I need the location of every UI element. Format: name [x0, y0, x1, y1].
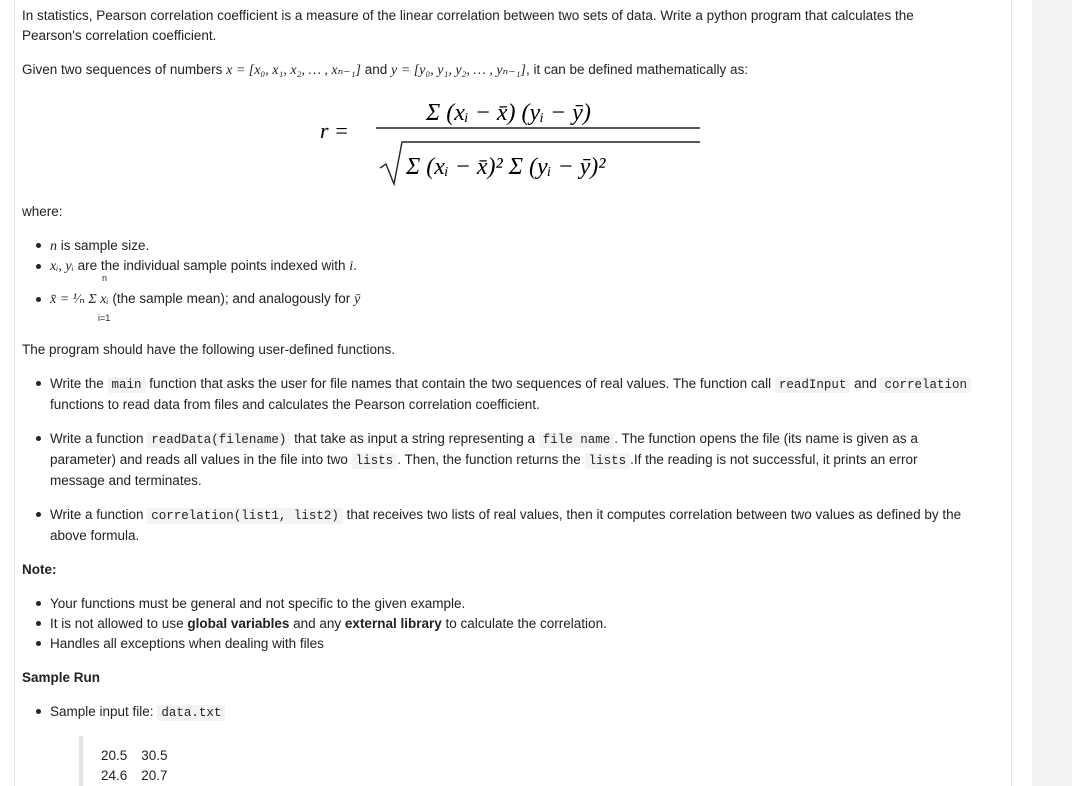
code-main: main	[108, 377, 146, 393]
bullet	[36, 621, 41, 626]
code-correlation-signature: correlation(list1, list2)	[147, 508, 343, 524]
formula-denominator: Σ (xᵢ − x̄)² Σ (yᵢ − ȳ)²	[406, 154, 606, 180]
readdata-line-1: Write a function readData(filename) that take as input a string representing a file name . The function opens the file (its name is given as a	[50, 431, 918, 447]
ybar-symbol: ȳ	[354, 292, 361, 307]
bullet	[36, 436, 41, 441]
intro-line-1: In statistics, Pearson correlation coefficient is a measure of the linear correlation between two sets of data. Write a python program that calculates the	[22, 8, 914, 23]
bullet	[36, 601, 41, 606]
pearson-formula	[318, 92, 718, 190]
data-row-2	[101, 765, 168, 786]
mean-text: (the sample mean); and analogously for	[108, 291, 355, 306]
data-cell: 20.7	[141, 768, 168, 783]
bullet	[36, 297, 41, 302]
data-cell: 24.6	[101, 768, 128, 783]
program-intro: The program should have the following user-defined functions.	[22, 342, 395, 357]
bullet	[36, 243, 41, 248]
n-text: is sample size.	[57, 238, 150, 253]
i-end: .	[353, 258, 357, 273]
main-line-1: Write the main function that asks the user for file names that contain the two sequences of real values. The function call readInput and correlation	[50, 373, 971, 396]
left-border	[14, 0, 15, 786]
note-heading: Note:	[22, 562, 57, 577]
main-line-2: functions to read data from files and calculates the Pearson correlation coefficient.	[50, 397, 540, 412]
mean-formula: x̄ = ¹⁄ₙ Σ xᵢ	[50, 292, 109, 307]
data-row-1	[101, 745, 168, 766]
code-data-file: data.txt	[157, 705, 225, 721]
bullet	[36, 264, 41, 269]
code-readdata: readData(filename)	[147, 432, 290, 448]
given-suffix: , it can be defined mathematically as:	[525, 62, 749, 77]
bullet	[36, 641, 41, 646]
sum-upper-limit: n	[102, 273, 108, 283]
where-label: where:	[22, 204, 63, 219]
intro-line-2: Pearson's correlation coefficient.	[22, 28, 217, 43]
code-readinput: readInput	[775, 377, 851, 393]
bullet	[36, 709, 41, 714]
y-sequence: y = [y₀, y₁, y₂, … , yₙ₋₁]	[391, 63, 526, 78]
sample-run-heading: Sample Run	[22, 670, 101, 685]
formula-svg	[318, 92, 718, 190]
readdata-line-3: message and terminates.	[50, 473, 202, 488]
bullet	[36, 381, 41, 386]
data-cell: 20.5	[101, 748, 128, 763]
code-lists: lists	[352, 453, 398, 469]
code-correlation: correlation	[880, 377, 971, 393]
sample-input-line: Sample input file: data.txt	[50, 701, 225, 724]
code-filename: file name	[539, 432, 615, 448]
correlation-line-2: above formula.	[50, 528, 140, 543]
given-line	[22, 59, 748, 81]
data-block-border	[79, 736, 83, 786]
where-item-n	[50, 235, 149, 257]
note-3: Handles all exceptions when dealing with files	[50, 636, 324, 651]
readdata-line-2: parameter) and reads all values in the file into two lists . Then, the function returns the lists .If the reading is not successful, it prints an error	[50, 452, 918, 468]
sum-lower-limit: i=1	[98, 313, 111, 323]
given-prefix: Given two sequences of numbers	[22, 62, 227, 77]
right-side-panel	[1032, 0, 1072, 786]
bullet	[36, 512, 41, 517]
xy-symbol: xᵢ, yᵢ	[50, 259, 74, 274]
where-item-mean	[50, 288, 360, 310]
formula-numerator: Σ (xᵢ − x̄) (yᵢ − ȳ)	[426, 100, 591, 126]
note-1: Your functions must be general and not specific to the given example.	[50, 596, 466, 611]
given-and: and	[361, 62, 392, 77]
x-sequence: x = [x₀, x₁, x₂, … , xₙ₋₁]	[226, 63, 362, 78]
n-symbol: n	[50, 239, 57, 254]
formula-lhs: r =	[320, 118, 349, 143]
xy-text: are the individual sample points indexed with	[73, 258, 350, 273]
correlation-line-1: Write a function correlation(list1, list2) that receives two lists of real values, then it computes correlation between two values as defined by the	[50, 507, 962, 523]
where-item-xy	[50, 255, 357, 277]
code-lists: lists	[585, 453, 631, 469]
note-2: It is not allowed to use global variables and any external library to calculate the correlation.	[50, 616, 607, 631]
i-symbol: i	[349, 259, 354, 274]
data-cell: 30.5	[141, 748, 168, 763]
